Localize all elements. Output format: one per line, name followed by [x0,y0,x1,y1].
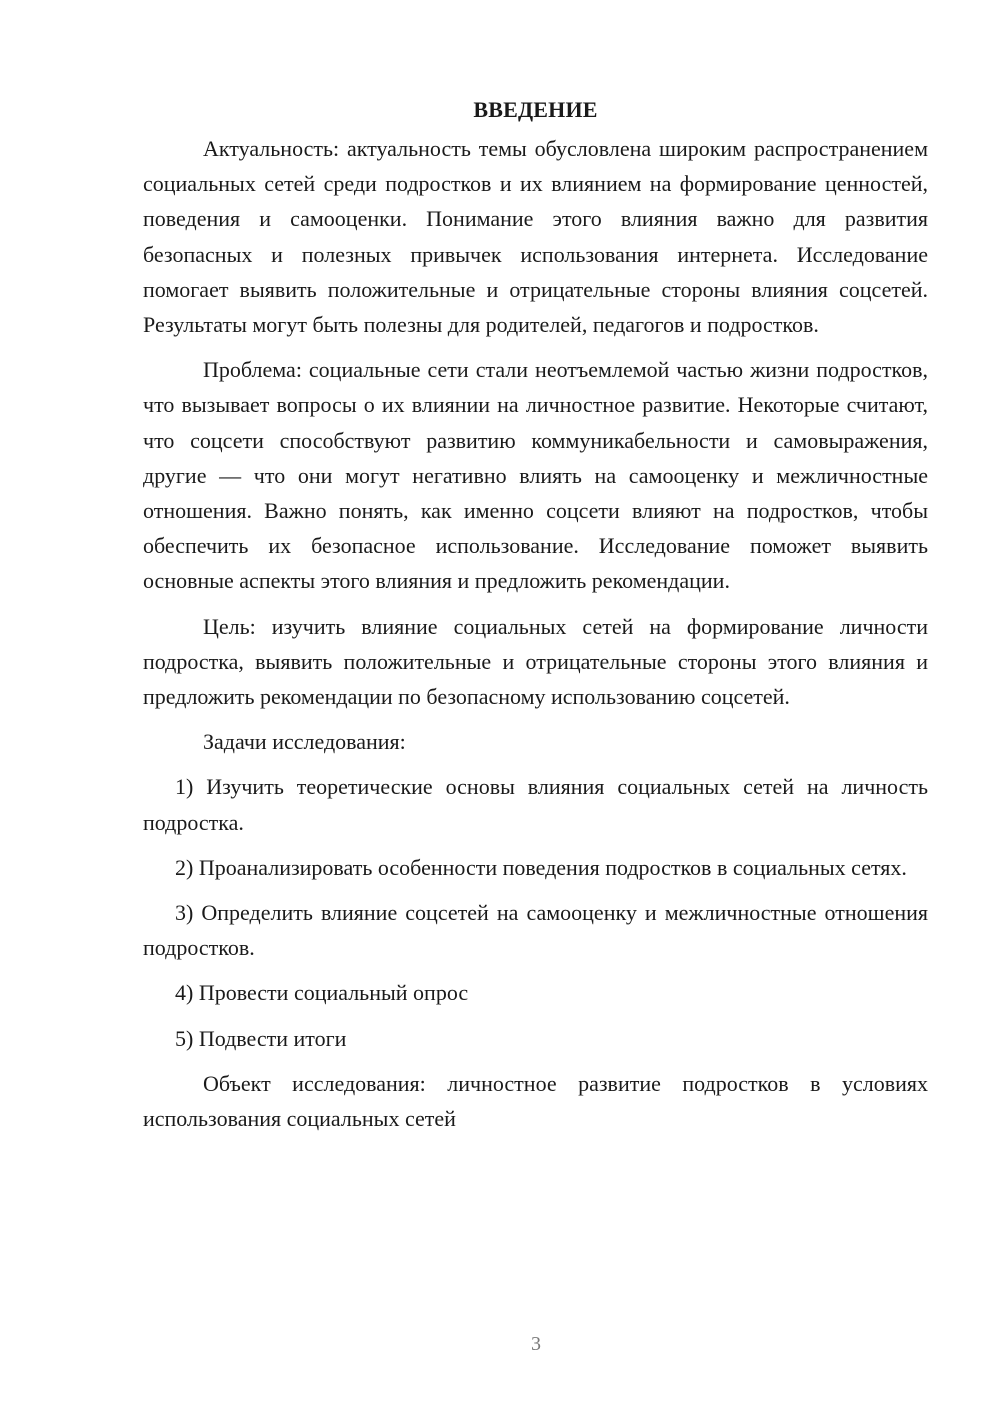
task-item-5: 5) Подвести итоги [175,1025,347,1051]
problem-paragraph: Проблема: социальные сети стали неотъемлемой частью жизни подростков, что вызывает вопросы о их влиянии на личностное развитие. Некоторые считают, что соцсети способствуют развитию коммуникабельности и самовыражения, другие — что они могут негативно влиять на самооценку и межличностные отношения. Важно понять, как именно соцсети влияют на подростков, чтобы обеспечить их безопасное использование. Исследование поможет выявить основные аспекты этого влияния и предложить рекомендации. [143,357,928,594]
task-item-3: 3) Определить влияние соцсетей на самооценку и межличностные отношения подростков. [143,900,928,961]
task-item-2: 2) Проанализировать особенности поведения подростков в социальных сетях. [175,854,907,880]
section-title: ВВЕДЕНИЕ [473,97,598,122]
document-page [143,95,928,1136]
object-paragraph: Объект исследования: личностное развитие подростков в условиях использования социальных сетей [143,1070,928,1132]
task-item-1: 1) Изучить теоретические основы влияния социальных сетей на личность подростка. [143,774,928,835]
page-number: 3 [531,1333,541,1355]
tasks-heading: Задачи исследования: [203,729,406,755]
goal-paragraph: Цель: изучить влияние социальных сетей на формирование личности подростка, выявить положительные и отрицательные стороны этого влияния и предложить рекомендации по безопасному использованию соцсетей. [143,613,928,710]
relevance-paragraph: Актуальность: актуальность темы обусловлена широким распространением социальных сетей среди подростков и их влиянием на формирование ценностей, поведения и самооценки. Понимание этого влияния важно для развития безопасных и полезных привычек использования интернета. Исследование помогает выявить положительные и отрицательные стороны влияния соцсетей. Результаты могут быть полезны для родителей, педагогов и подростков. [143,136,928,338]
task-item-4: 4) Провести социальный опрос [175,980,469,1006]
